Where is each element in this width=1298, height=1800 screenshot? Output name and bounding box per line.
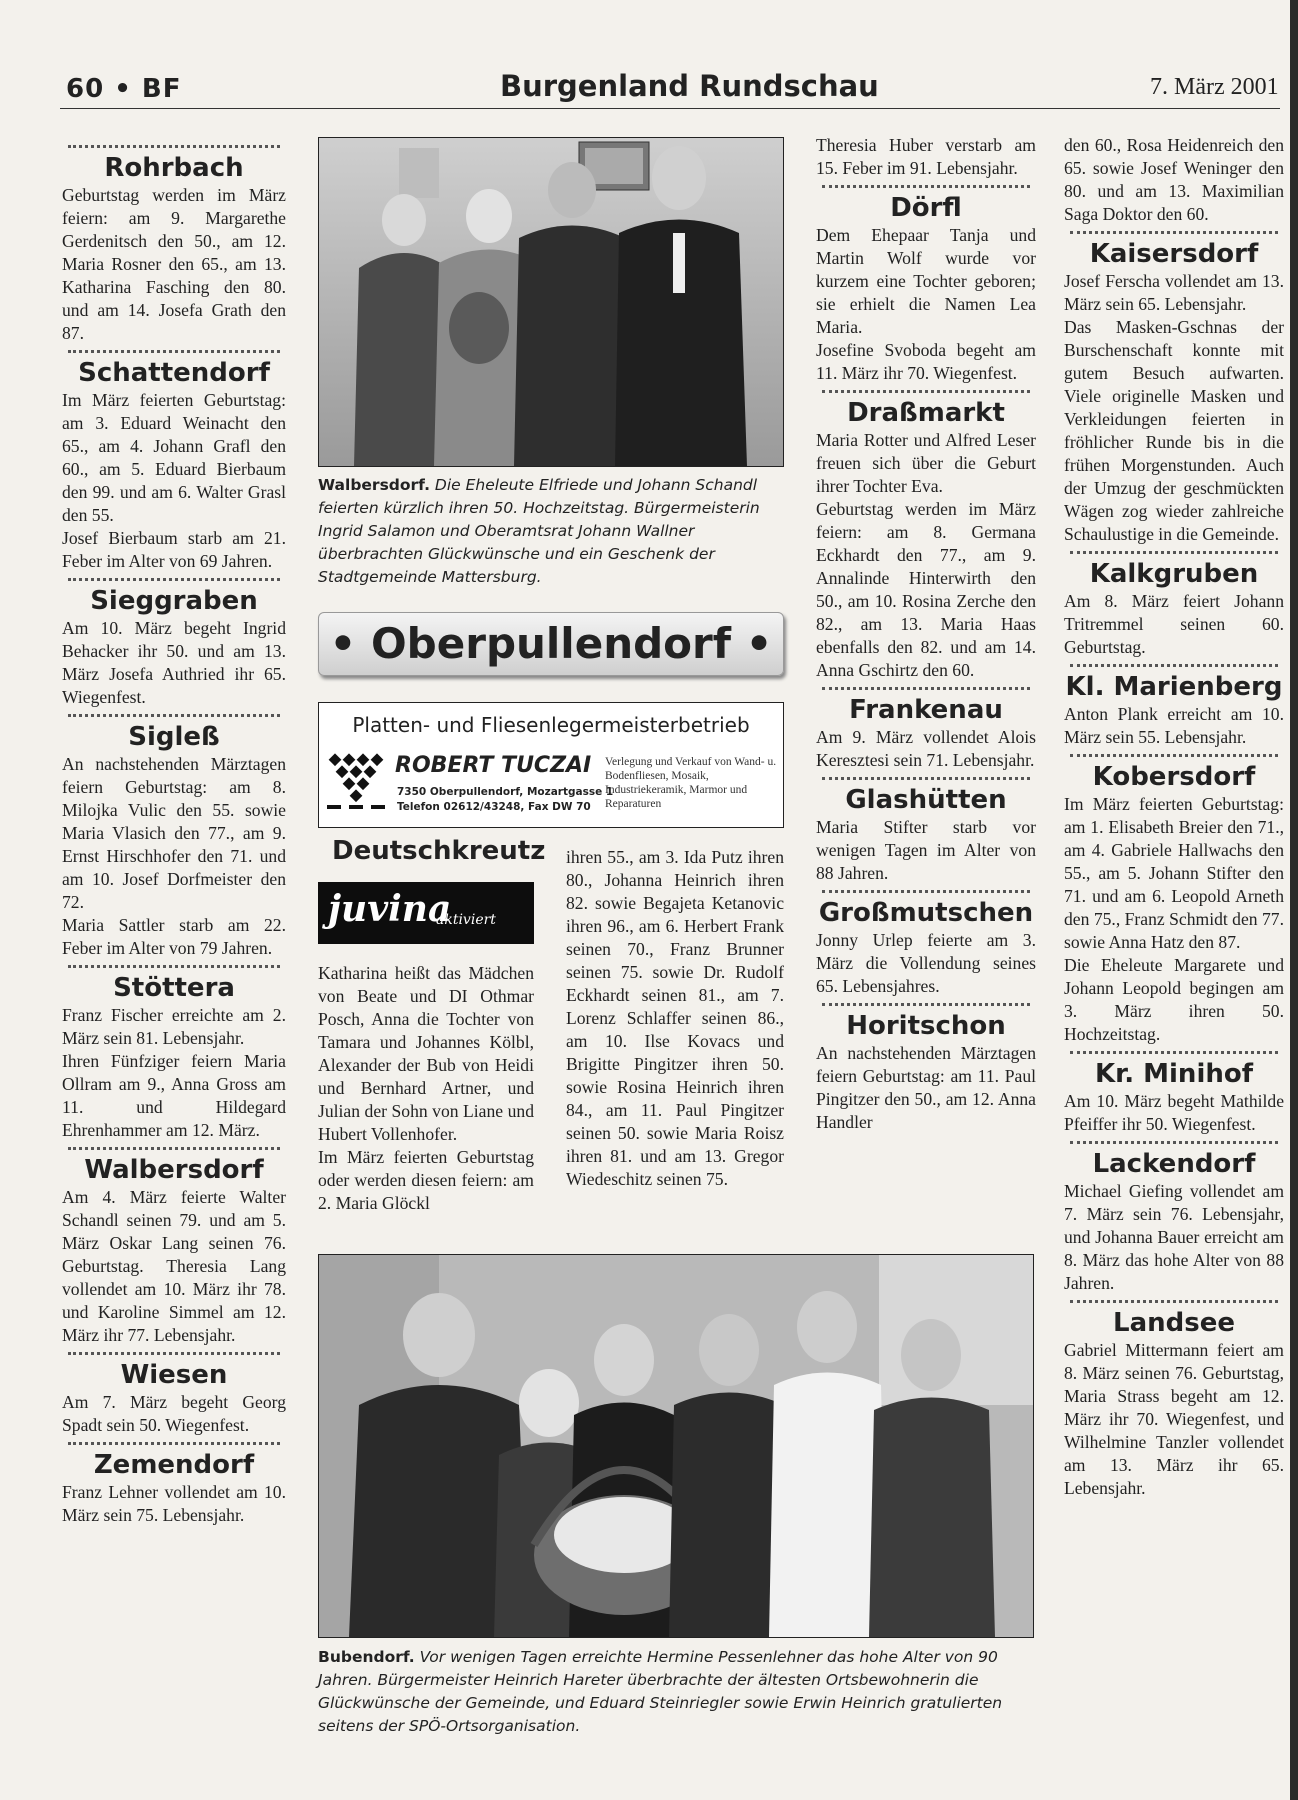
- dotted-divider: [822, 890, 1030, 893]
- news-paragraph: Theresia Huber verstarb am 15. Feber im 91. Lebensjahr.: [816, 135, 1036, 178]
- news-paragraph: Geburtstag werden im März feiern: am 8. Germana Eckhardt den 77., am 9. Annalinde Hinterwirth den 50., am 10. Rosina Zerche den 82., am 13. Maria Haas ebenfalls den 82. und am 14. Anna Gschirtz den 60.: [816, 499, 1036, 680]
- photo-bubendorf-caption: [318, 1646, 1032, 1738]
- locality-heading: Kl. Marienberg: [1065, 672, 1283, 702]
- news-paragraph: Im März feierten Geburtstag: am 1. Elisabeth Breier den 71., am 4. Gabriele Hallwachs den 55., am 5. Johann Stifter den 71. und am 6. Leopold Arneth den 75., Franz Schmidt den 77. sowie Anna Hatz den 87.: [1064, 794, 1284, 952]
- page-label: 60 • BF: [66, 74, 182, 104]
- news-paragraph: Ihren Fünfziger feiern Maria Ollram am 9., Anna Gross am 11. und Hildegard Ehrenhammer am 12. März.: [62, 1051, 286, 1140]
- news-paragraph: Im März feierten Geburtstag oder werden diesen feiern: am 2. Maria Glöckl: [318, 1147, 534, 1213]
- dotted-divider: [822, 1003, 1030, 1006]
- juvina-logo-tagline: aktiviert: [436, 912, 496, 928]
- column-1: [62, 140, 286, 1527]
- dotted-divider: [68, 1442, 280, 1445]
- locality-heading: Frankenau: [849, 695, 1003, 725]
- dotted-divider: [1070, 551, 1278, 554]
- locality-heading: Zemendorf: [93, 1450, 255, 1480]
- ad-address: [397, 785, 613, 815]
- dotted-divider: [68, 714, 280, 717]
- caption-text: Vor wenigen Tagen erreichte Hermine Pessenlehner das hohe Alter von 90 Jahren. Bürgermeister Heinrich Hareter überbrachte der ältesten Ortsbewohnerin die Glückwünsche der Gemeinde, und Eduard Steinriegler sowie Erwin Heinrich gratulierten seitens der SPÖ-Ortsorganisation.: [318, 1648, 1003, 1735]
- news-paragraph: Michael Giefing vollendet am 7. März sein 76. Lebensjahr, und Johanna Bauer erreicht am 8. März das hohe Alter von 88 Jahren.: [1064, 1181, 1284, 1293]
- dotted-divider: [68, 1147, 280, 1150]
- dotted-divider: [68, 965, 280, 968]
- news-paragraph: Die Eheleute Margarete und Johann Leopold begingen am 3. März ihren 50. Hochzeitstag.: [1064, 955, 1284, 1044]
- locality-heading: Kalkgruben: [1089, 559, 1259, 589]
- photo-bubendorf-image: [319, 1255, 1033, 1637]
- dotted-divider: [822, 687, 1030, 690]
- dotted-divider: [1070, 1141, 1278, 1144]
- section-banner-oberpullendorf: • Oberpullendorf •: [318, 612, 784, 676]
- photo-walbersdorf: [318, 137, 784, 467]
- ad-address-line2: Telefon 02612/43248, Fax DW 70: [397, 801, 591, 813]
- caption-text: Die Eheleute Elfriede und Johann Schandl feierten kürzlich ihren 50. Hochzeitstag. Bürgermeisterin Ingrid Salamon und Oberamtsrat Johann Wallner überbrachten Glückwünsche und ein Geschenk der Stadtgemeinde Mattersburg.: [318, 476, 760, 586]
- juvina-logo: [318, 882, 534, 944]
- tile-layer-advertisement: [318, 702, 784, 828]
- locality-heading: Dörfl: [890, 193, 962, 223]
- news-paragraph: Am 10. März begeht Ingrid Behacker ihr 50. und am 13. März Josefa Authried ihr 65. Wiegenfest.: [62, 618, 286, 707]
- photo-walbersdorf-image: [319, 138, 783, 466]
- news-paragraph: An nachstehenden Märztagen feiern Geburtstag: am 11. Paul Pingitzer den 50., am 12. Anna Handler: [816, 1043, 1036, 1132]
- dotted-divider: [822, 185, 1030, 188]
- dotted-divider: [68, 145, 280, 148]
- locality-heading: Schattendorf: [78, 358, 270, 388]
- news-paragraph: Im März feierten Geburtstag: am 3. Eduard Weinacht den 65., am 4. Johann Grafl den 60., am 5. Eduard Bierbaum den 99. und am 6. Walter Grasl den 55.: [62, 390, 286, 525]
- ad-company-name: ROBERT TUCZAI: [395, 753, 592, 778]
- deutschkreutz-text-b: [566, 846, 784, 1191]
- news-paragraph: Am 7. März begeht Georg Spadt sein 50. Wiegenfest.: [62, 1392, 286, 1435]
- caption-place: Walbersdorf.: [318, 476, 430, 494]
- news-paragraph: Anton Plank erreicht am 10. März sein 55. Lebensjahr.: [1064, 704, 1284, 747]
- news-paragraph: Katharina heißt das Mädchen von Beate und DI Othmar Posch, Anna die Tochter von Tamara und Johannes Kölbl, Alexander der Bub von Heidi und Bernhard Artner, und Julian der Sohn von Liane und Hubert Vollenhofer.: [318, 963, 534, 1144]
- news-paragraph: Josef Bierbaum starb am 21. Feber im Alter von 69 Jahren.: [62, 528, 286, 571]
- ad-title: Platten- und Fliesenlegermeisterbetrieb: [352, 713, 750, 737]
- dotted-divider: [1070, 664, 1278, 667]
- locality-heading: Horitschon: [846, 1011, 1006, 1041]
- dotted-divider: [68, 578, 280, 581]
- header-rule: [60, 108, 1280, 109]
- diamond-logo-icon: [325, 747, 389, 811]
- news-paragraph: Franz Lehner vollendet am 10. März sein 75. Lebensjahr.: [62, 1482, 286, 1525]
- caption-place: Bubendorf.: [318, 1648, 415, 1666]
- news-paragraph: Maria Sattler starb am 22. Feber im Alter von 79 Jahren.: [62, 915, 286, 958]
- locality-heading: Walbersdorf: [84, 1155, 264, 1185]
- news-paragraph: Am 8. März feiert Johann Tritremmel seinen 60. Geburtstag.: [1064, 591, 1284, 657]
- locality-heading: Kr. Minihof: [1094, 1059, 1254, 1089]
- locality-heading: Sieggraben: [90, 586, 258, 616]
- page-edge: [1290, 0, 1298, 1800]
- locality-heading: Sigleß: [128, 722, 220, 752]
- dotted-divider: [1070, 754, 1278, 757]
- locality-heading: Kobersdorf: [1092, 762, 1256, 792]
- news-paragraph: Gabriel Mittermann feiert am 8. März seinen 76. Geburtstag, Maria Strass begeht am 12. März ihr 70. Wiegenfest, und Wilhelmine Tanzler vollendet am 13. März ihr 65. Lebensjahr.: [1064, 1340, 1284, 1498]
- locality-heading: Draßmarkt: [847, 398, 1005, 428]
- dotted-divider: [822, 390, 1030, 393]
- ad-address-line1: 7350 Oberpullendorf, Mozartgasse 1: [397, 786, 614, 798]
- column-4: [1064, 134, 1284, 1500]
- news-paragraph: Franz Fischer erreichte am 2. März sein 81. Lebensjahr.: [62, 1005, 286, 1048]
- news-paragraph: Maria Rotter und Alfred Leser freuen sich über die Geburt ihrer Tochter Eva.: [816, 430, 1036, 496]
- locality-heading: Rohrbach: [104, 153, 244, 183]
- locality-heading: Kaisersdorf: [1089, 239, 1259, 269]
- locality-heading: Landsee: [1113, 1308, 1235, 1338]
- locality-heading: Stöttera: [113, 973, 235, 1003]
- news-paragraph: Dem Ehepaar Tanja und Martin Wolf wurde vor kurzem eine Tochter geboren; sie erhielt die Namen Lea Maria.: [816, 225, 1036, 337]
- news-paragraph: ihren 55., am 3. Ida Putz ihren 80., Johanna Heinrich ihren 82. sowie Begajeta Ketanovic ihren 96., am 6. Herbert Frank seinen 70., Franz Brunner seinen 75. sowie Dr. Rudolf Eckhardt seinen 81., am 7. Lorenz Schlaffer seinen 86., am 10. Ilse Kovacs und Brigitte Pingitzer ihren 50. sowie Rosina Heinrich ihren 84., am 11. Paul Pingitzer seinen 50. sowie Maria Roisz ihren 81. und am 13. Gregor Wiedeschitz seinen 75.: [566, 847, 784, 1189]
- news-paragraph: Maria Stifter starb vor wenigen Tagen im Alter von 88 Jahren.: [816, 817, 1036, 883]
- issue-date: 7. März 2001: [1150, 74, 1279, 100]
- news-paragraph: Geburtstag werden im März feiern: am 9. Margarethe Gerdenitsch den 50., am 12. Maria Rosner den 65., am 13. Katharina Fasching den 80. und am 14. Josefa Grath den 87.: [62, 185, 286, 343]
- news-paragraph: Am 4. März feierte Walter Schandl seinen 79. und am 5. März Oskar Lang seinen 76. Geburtstag. Theresia Lang vollendet am 10. März ihr 78. und Karoline Simmel am 12. März ihr 77. Lebensjahr.: [62, 1187, 286, 1345]
- photo-bubendorf: [318, 1254, 1034, 1638]
- locality-heading: Glashütten: [845, 785, 1007, 815]
- dotted-divider: [68, 1352, 280, 1355]
- news-paragraph: An nachstehenden Märztagen feiern Geburtstag: am 8. Milojka Vulic den 55. sowie Maria Vlasich den 77., am 9. Ernst Hirschhofer den 71. und am 10. Josef Dorfmeister den 72.: [62, 754, 286, 912]
- news-paragraph: Jonny Urlep feierte am 3. März die Vollendung seines 65. Lebensjahres.: [816, 930, 1036, 996]
- paper-title: Burgenland Rundschau: [500, 69, 879, 103]
- news-paragraph: Josefine Svoboda begeht am 11. März ihr 70. Wiegenfest.: [816, 340, 1036, 383]
- locality-heading: Großmutschen: [818, 898, 1034, 928]
- news-paragraph: Am 10. März begeht Mathilde Pfeiffer ihr 50. Wiegenfest.: [1064, 1091, 1284, 1134]
- news-paragraph: Das Masken-Gschnas der Burschenschaft konnte mit gutem Besuch aufwarten. Viele originelle Masken und Verkleidungen feierten in fröhlicher Runde bis in die frühen Morgenstunden. Auch der Umzug der geschmückten Wägen zog wieder zahlreiche Schaulustige in die Gemeinde.: [1064, 317, 1284, 544]
- news-paragraph: Josef Ferscha vollendet am 13. März sein 65. Lebensjahr.: [1064, 271, 1284, 314]
- ad-description: Verlegung und Verkauf von Wand- u. Bodenfliesen, Mosaik, Industriekeramik, Marmor und Reparaturen: [605, 756, 777, 810]
- news-paragraph: Am 9. März vollendet Alois Keresztesi sein 71. Lebensjahr.: [816, 727, 1036, 770]
- dotted-divider: [1070, 231, 1278, 234]
- news-paragraph: den 60., Rosa Heidenreich den 65. sowie Josef Weninger den 80. und am 13. Maximilian Saga Doktor den 60.: [1064, 135, 1284, 224]
- juvina-logo-brand: juvina: [328, 888, 452, 930]
- section-title-deutschkreutz: Deutschkreutz: [332, 836, 546, 866]
- dotted-divider: [822, 777, 1030, 780]
- photo-walbersdorf-caption: [318, 474, 782, 589]
- dotted-divider: [1070, 1051, 1278, 1054]
- locality-heading: Lackendorf: [1092, 1149, 1256, 1179]
- locality-heading: Wiesen: [120, 1360, 228, 1390]
- dotted-divider: [1070, 1300, 1278, 1303]
- deutschkreutz-text-a: [318, 962, 534, 1215]
- dotted-divider: [68, 350, 280, 353]
- column-3: [816, 134, 1036, 1134]
